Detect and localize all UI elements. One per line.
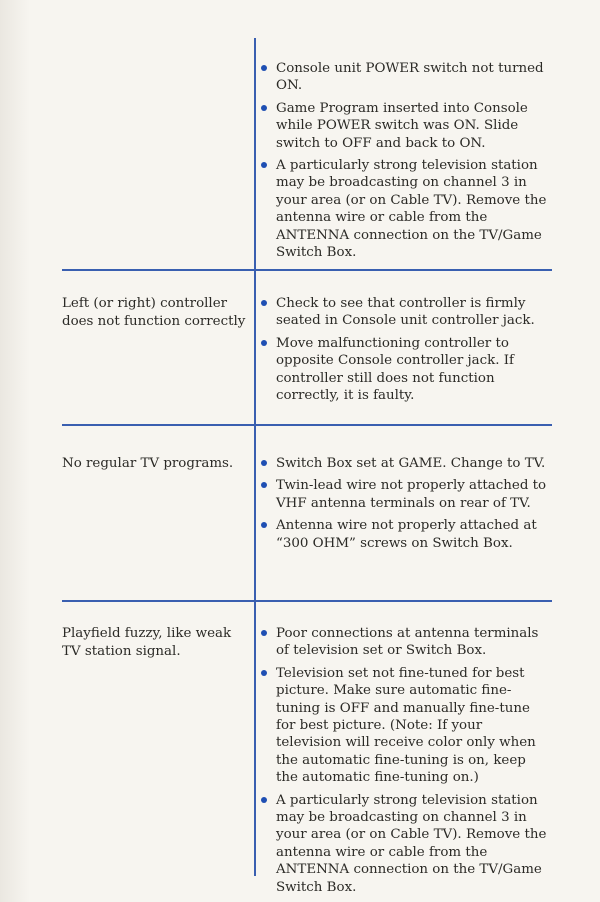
row-divider-3 xyxy=(62,600,552,602)
solution-text: Twin-lead wire not properly attached to VHF antenna terminals on rear of TV. xyxy=(276,478,547,511)
problem-text: Playfield fuzzy, like weak TV station signal. xyxy=(62,626,232,659)
solution-text: Move malfunctioning controller to opposite Console controller jack. If controller still does not function correctly, it is faulty. xyxy=(276,335,514,404)
bullet-icon xyxy=(261,797,267,803)
solution-item xyxy=(258,60,550,95)
bullet-icon xyxy=(261,340,267,346)
solution-item xyxy=(258,477,550,512)
solution-item xyxy=(258,157,550,261)
bullet-icon xyxy=(261,162,267,168)
solution-item xyxy=(258,335,550,405)
solution-text: Console unit POWER switch not turned ON. xyxy=(276,61,544,94)
solution-item xyxy=(258,100,550,152)
solution-text: Television set not fine-tuned for best picture. Make sure automatic fine-tuning is OFF and manually fine-tune for best picture. (Note: If your television will receive color only when the automatic fine-tuning is on, keep the automatic fine-tuning on.) xyxy=(276,665,536,786)
solution-list xyxy=(258,455,550,557)
solution-item xyxy=(258,665,550,787)
solution-text: Poor connections at antenna terminals of television set or Switch Box. xyxy=(276,626,539,659)
bullet-icon xyxy=(261,65,267,71)
solution-list xyxy=(258,625,550,901)
solution-text: A particularly strong television station may be broadcasting on channel 3 in your area (or on Cable TV). Remove the antenna wire or cable from the ANTENNA connection on the TV/Game Switch Box. xyxy=(276,158,547,261)
problem-text: Left (or right) controller does not function correctly xyxy=(62,296,246,329)
solution-text: A particularly strong television station may be broadcasting on channel 3 in your area (or on Cable TV). Remove the antenna wire or cable from the ANTENNA connection on the TV/Game Switch Box. xyxy=(276,792,547,895)
bullet-icon xyxy=(261,105,267,111)
row-divider-2 xyxy=(62,424,552,426)
solution-text: Antenna wire not properly attached at “300 OHM” screws on Switch Box. xyxy=(276,518,537,551)
solution-text: Game Program inserted into Console while POWER switch was ON. Slide switch to OFF and back to ON. xyxy=(276,100,528,151)
bullet-icon xyxy=(261,670,267,676)
solution-text: Check to see that controller is firmly seated in Console unit controller jack. xyxy=(276,296,535,329)
bullet-icon xyxy=(261,482,267,488)
solution-item xyxy=(258,625,550,660)
row-divider-1 xyxy=(62,269,552,271)
solution-list xyxy=(258,295,550,409)
bullet-icon xyxy=(261,300,267,306)
solution-item xyxy=(258,295,550,330)
solution-list xyxy=(258,60,550,266)
bullet-icon xyxy=(261,460,267,466)
solution-item xyxy=(258,517,550,552)
solution-text: Switch Box set at GAME. Change to TV. xyxy=(276,456,546,471)
problem-text: No regular TV programs. xyxy=(62,456,234,471)
bullet-icon xyxy=(261,522,267,528)
solution-item xyxy=(258,455,550,472)
column-divider xyxy=(254,38,256,876)
solution-item xyxy=(258,792,550,896)
bullet-icon xyxy=(261,630,267,636)
